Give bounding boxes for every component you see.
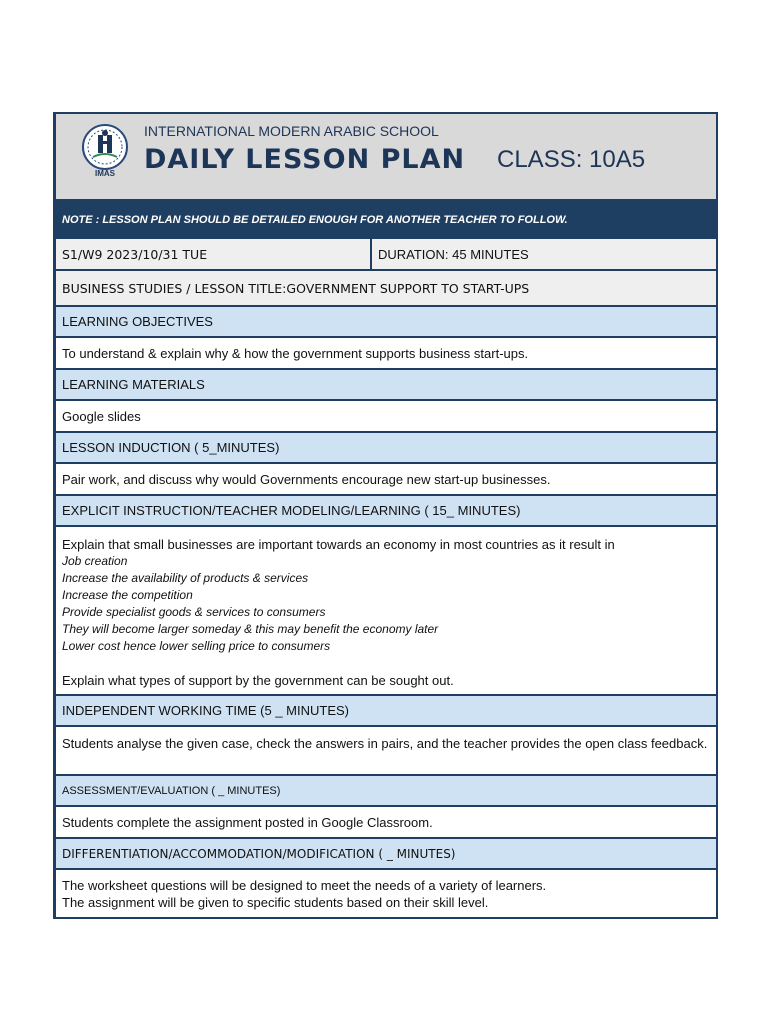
instruction-heading: EXPLICIT INSTRUCTION/TEACHER MODELING/LEARNING ( 15_ MINUTES) [56,496,716,527]
school-name: INTERNATIONAL MODERN ARABIC SCHOOL [144,123,439,139]
duration-cell: DURATION: 45 MINUTES [378,246,529,262]
materials-body: Google slides [56,401,716,433]
logo-text: IMAS [95,169,115,178]
school-logo-icon [80,123,130,179]
differentiation-line: The assignment will be given to specific students based on their skill level. [62,895,489,910]
assessment-body: Students complete the assignment posted in Google Classroom. [56,807,716,839]
objectives-heading: LEARNING OBJECTIVES [56,307,716,338]
class-label: CLASS: 10A5 [497,146,646,173]
plan-header [56,114,716,200]
lesson-title: GOVERNMENT SUPPORT TO START-UPS [286,280,530,296]
independent-heading: INDEPENDENT WORKING TIME (5 _ MINUTES) [56,696,716,727]
instruction-intro: Explain that small businesses are important towards an economy in most countries as it result in [62,537,615,552]
instruction-point: Lower cost hence lower selling price to consumers [62,639,331,653]
note-banner: NOTE : LESSON PLAN SHOULD BE DETAILED ENOUGH FOR ANOTHER TEACHER TO FOLLOW. [56,200,716,239]
instruction-body [56,527,716,696]
subject-prefix: BUSINESS STUDIES / LESSON TITLE: [62,280,287,296]
lesson-plan-sheet [53,112,718,919]
instruction-point: Increase the availability of products & services [62,571,309,585]
instruction-point: Increase the competition [62,588,193,602]
differentiation-line: The worksheet questions will be designed to meet the needs of a variety of learners. [62,878,547,893]
induction-heading: LESSON INDUCTION ( 5_MINUTES) [56,433,716,464]
differentiation-heading: DIFFERENTIATION/ACCOMMODATION/MODIFICATION ( _ MINUTES) [56,839,716,870]
materials-heading: LEARNING MATERIALS [56,370,716,401]
instruction-point: Provide specialist goods & services to consumers [62,605,326,619]
date-cell: S1/W9 2023/10/31 TUE [56,239,372,269]
subject-row [56,271,716,307]
instruction-outro: Explain what types of support by the government can be sought out. [62,673,454,688]
differentiation-body [56,870,716,917]
objectives-body: To understand & explain why & how the government supports business start-ups. [56,338,716,370]
page-title: DAILY LESSON PLAN [144,144,466,175]
instruction-point: Job creation [62,554,128,568]
assessment-heading: ASSESSMENT/EVALUATION ( _ MINUTES) [56,776,716,807]
instruction-point: They will become larger someday & this may benefit the economy later [62,622,439,636]
independent-body: Students analyse the given case, check the answers in pairs, and the teacher provides the open class feedback. [56,727,716,776]
info-row [56,239,716,271]
induction-body: Pair work, and discuss why would Governments encourage new start-up businesses. [56,464,716,496]
